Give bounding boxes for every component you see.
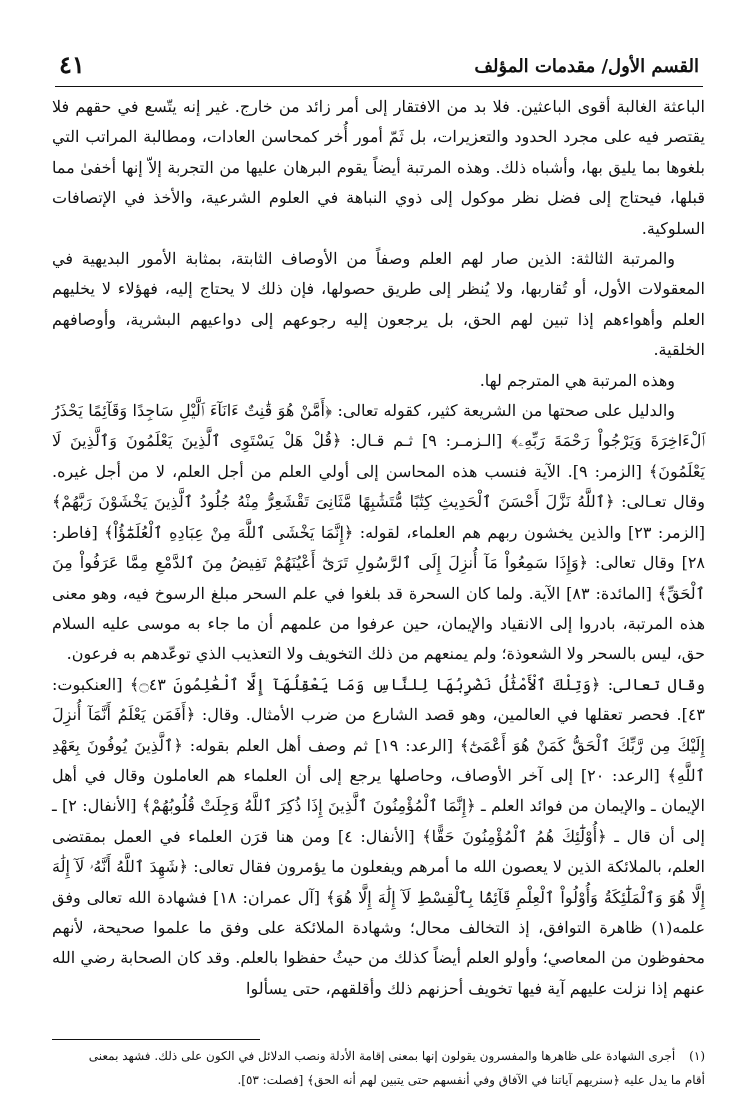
page-number: ٤١ (59, 50, 85, 79)
paragraph-5: وقال تعالى: ﴿وَتِلْكَ ٱلْأَمْثَٰلُ نَضْرِبُهَا لِلنَّاسِ وَمَا يَعْقِلُهَآ إِلَّا ٱلْعَٰلِمُونَ ۝٤٣﴾ [العنكبوت: ٤٣]. فحصر تعقلها في العالمين، وهو قصد الشارع من ضرب الأمثال. وقال: ﴿أَفَمَن يَعْلَمُ أَنَّمَآ أُنزِلَ إِلَيْكَ مِن رَّبِّكَ ٱلْحَقُّ كَمَنْ هُوَ أَعْمَىٰٓ﴾ [الرعد: ١٩] ثم وصف أهل العلم بقوله: ﴿ٱلَّذِينَ يُوفُونَ بِعَهْدِ ٱللَّهِ﴾ [الرعد: ٢٠] إلى آخر الأوصاف، وحاصلها يرجع إلى أن العلماء هم العاملون وقال في أهل الإيمان ـ والإيمان من فوائد العلم ـ ﴿إِنَّمَا ٱلْمُؤْمِنُونَ ٱلَّذِينَ إِذَا ذُكِرَ ٱللَّهُ وَجِلَتْ قُلُوبُهُمْ﴾ [الأنفال: ٢] ـ إلى أن قال ـ ﴿أُوْلَٰٓئِكَ هُمُ ٱلْمُؤْمِنُونَ حَقًّا﴾ [الأنفال: ٤] ومن هنا قرَن العلماء في العمل بمقتضى العلم، بالملائكة الذين لا يعصون الله ما أمرهم ويفعلون ما يؤمرون فقال تعالى: ﴿شَهِدَ ٱللَّهُ أَنَّهُۥ لَآ إِلَٰهَ إِلَّا هُوَ وَٱلْمَلَٰٓئِكَةُ وَأُوْلُواْ ٱلْعِلْمِ قَآئِمًۢا بِٱلْقِسْطِ لَآ إِلَٰهَ إِلَّا هُوَ﴾ [آل عمران: ١٨] فشهادة الله تعالى وفق علمه(١) ظاهرة التوافق، إذ التخالف محال؛ وشهادة الملائكة على وفق ما علموا صحيحة، لأنهم محفوظون من المعاصي؛ وأولو العلم أيضاً كذلك من حيثُ حفظوا بالعلم. وقد كان الصحابة رضي الله عنهم إذا نزلت عليهم آية فيها تخويف أحزنهم ذلك وأقلقهم، حتى يسألوا (52, 674, 706, 998)
main-text (52, 92, 705, 1004)
footnote-number: (١) (689, 1049, 705, 1063)
running-title: القسم الأول/ مقدمات المؤلف (474, 56, 699, 77)
paragraph-1: الباعثة الغالبة أقوى الباعثين. فلا بد من الافتقار إلى أمر زائد من خارج. غير إنه يتّسع في حقهم فلا يقتصر فيه على مجرد الحدود والتعزيرات، بل ثَمّ أمور أُخر كمحاسن العادات، ومطالبة المراتب التي بلغوها بما يليق بها، وأشباه ذلك. وهذه المرتبة أيضاً يقوم البرهان عليها من التجربة إلاّ إنها أخفىٰ مما قبلها، فيحتاج إلى فضل نظر موكول إلى ذوي النباهة في العلوم الشرعية، والأخذ في الإتصافات السلوكية. (52, 97, 705, 238)
footnote-1-continued: أقام ما يدل عليه ﴿سنريهم آياتنا في الآفاق وفي أنفسهم حتى يتبين لهم أنه الحق﴾ [فصلت: ٥٣]. (237, 1073, 705, 1087)
footnote-divider (52, 1039, 260, 1040)
page-header (55, 46, 703, 87)
paragraph-3: وهذه المرتبة هي المترجم لها. (479, 370, 675, 390)
footnote-1 (52, 1044, 705, 1068)
footnotes (52, 1044, 705, 1092)
footnote-1-line-1: أجرى الشهادة على ظاهرها والمفسرون يقولون إنها بمعنى إقامة الأدلة ونصب الدلائل في الكون على ذلك. فشهد بمعنى (88, 1049, 676, 1063)
paragraph-4: والدليل على صحتها من الشريعة كثير، كقوله تعالى: ﴿أَمَّنْ هُوَ قَٰنِتٌ ءَانَآءَ ٱلَّيْلِ سَاجِدًا وَقَآئِمًا يَحْذَرُ ٱلْءَاخِرَةَ وَيَرْجُواْ رَحْمَةَ رَبِّهِۦ﴾ [الـزمـر: ٩] ثـم قـال: ﴿قُلْ هَلْ يَسْتَوِى ٱلَّذِينَ يَعْلَمُونَ وَٱلَّذِينَ لَا يَعْلَمُونَ﴾ [الزمر: ٩]. الآية فنسب هذه المحاسن إلى أولي العلم من أجل العلم، لا من أجل غيره. وقال تعـالى: ﴿ٱللَّهُ نَزَّلَ أَحْسَنَ ٱلْحَدِيثِ كِتَٰبًا مُّتَشَٰبِهًا مَّثَانِىَ تَقْشَعِرُّ مِنْهُ جُلُودُ ٱلَّذِينَ يَخْشَوْنَ رَبَّهُمْ﴾ [الزمر: ٢٣] والذين يخشون ربهم هم العلماء، لقوله: ﴿إِنَّمَا يَخْشَى ٱللَّهَ مِنْ عِبَادِهِ ٱلْعُلَمَٰٓؤُاْ﴾ [فاطر: ٢٨] وقال تعالى: ﴿وَإِذَا سَمِعُواْ مَآ أُنزِلَ إِلَى ٱلرَّسُولِ تَرَىٰٓ أَعْيُنَهُمْ تَفِيضُ مِنَ ٱلدَّمْعِ مِمَّا عَرَفُواْ مِنَ ٱلْحَقِّ﴾ [المائدة: ٨٣] الآية. ولما كان السحرة قد بلغوا في علم السحر مبلغ الرسوخ فيه، وهو معنى هذه المرتبة، بادروا إلى الانقياد والإيمان، حين عرفوا من علمهم أن ما جاء به موسى عليه السلام حق، ليس بالسحر ولا الشعوذة؛ ولم يمنعهم من ذلك التخويف ولا التعذيب الذي توعّدهم به فرعون. (52, 401, 706, 664)
paragraph-2: والمرتبة الثالثة: الذين صار لهم العلم وصفاً من الأوصاف الثابتة، بمثابة الأمور البديهية في المعقولات الأول، أو تُقاربها، ولا يُنظر إلى طريق حصولها، فإن ذلك لا يحتاج إليه، فهؤلاء لا يخليهم العلم وأهواءهم إذا تبين لهم الحق، بل يرجعون إليه رجوعهم إلى دواعيهم البشرية، وأوصافهم الخلقية. (52, 249, 706, 360)
